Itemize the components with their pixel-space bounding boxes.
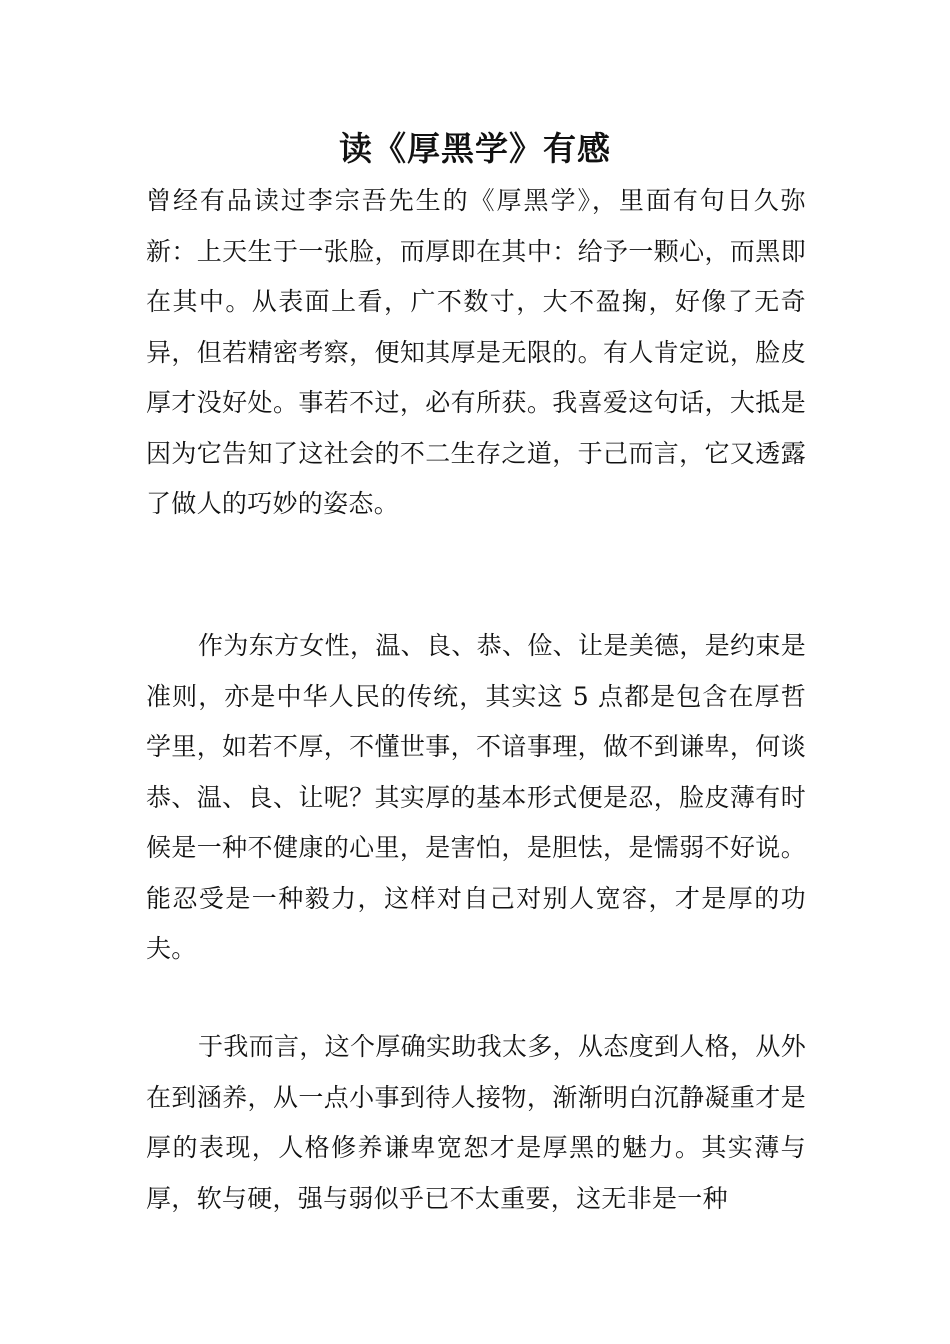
paragraph-3: 于我而言，这个厚确实助我太多，从态度到人格，从外在到涵养，从一点小事到待人接物，渐渐明白沉静凝重才是厚的表现，人格修养谦卑宽恕才是厚黑的魅力。其实薄与厚，软与硬，强与弱似乎已不太重要，这无非是一种	[146, 1032, 806, 1213]
document-title: 读《厚黑学》有感	[339, 129, 611, 168]
paragraph-1: 曾经有品读过李宗吾先生的《厚黑学》，里面有句日久弥新：上天生于一张脸，而厚即在其中：给予一颗心，而黑即在其中。从表面上看，广不数寸，大不盈掬，好像了无奇异，但若精密考察，便知其厚是无限的。有人肯定说，脸皮厚才没好处。事若不过，必有所获。我喜爱这句话，大抵是因为它告知了这社会的不二生存之道，于己而言，它又透露了做人的巧妙的姿态。	[146, 186, 806, 518]
paragraph-2: 作为东方女性，温、良、恭、俭、让是美德，是约束是准则，亦是中华人民的传统，其实这 5 点都是包含在厚哲学里，如若不厚，不懂世事，不谙事理，做不到谦卑，何谈恭、温、良、让呢？其实厚的基本形式便是忍，脸皮薄有时候是一种不健康的心里，是害怕，是胆怯，是懦弱不好说。能忍受是一种毅力，这样对自己对别人宽容，才是厚的功夫。	[146, 631, 806, 963]
